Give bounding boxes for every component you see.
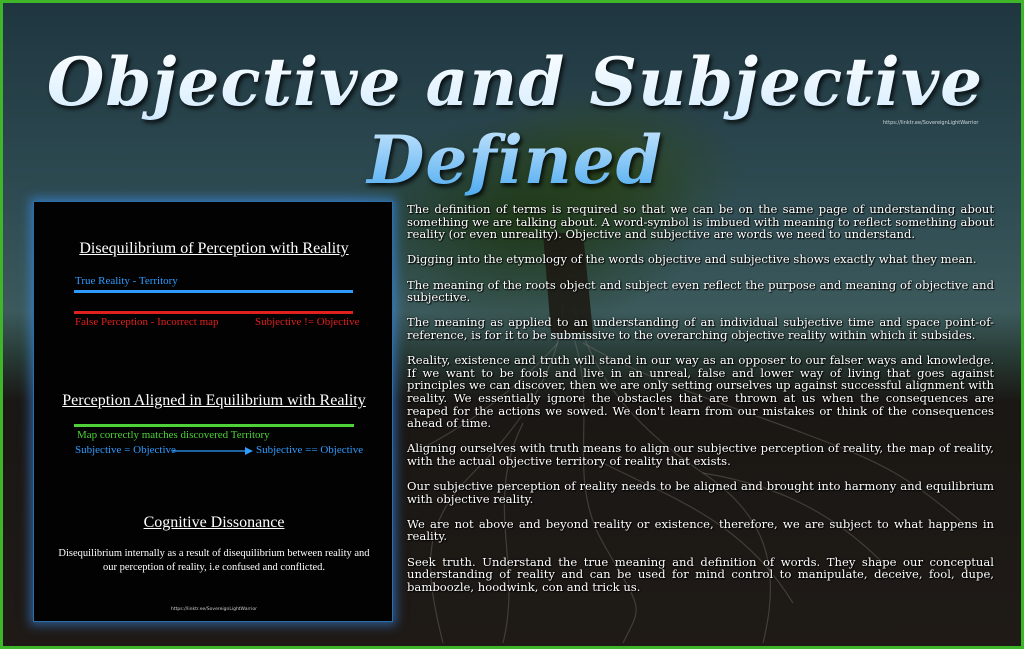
heading-disequilibrium: Disequilibrium of Perception with Reality xyxy=(79,240,349,257)
credit-url-top: https://linktr.ee/SovereignLightWarrior xyxy=(883,120,979,126)
article-text xyxy=(407,203,994,606)
paragraph: The meaning as applied to an understanding of an individual subjective time and space point-of-reference, is for it to be submissive to the overarching objective reality within which it subsides. xyxy=(407,315,994,342)
paragraph: The definition of terms is required so that we can be on the same page of understanding about something we are talking about. A word-symbol is imbued with meaning to reflect something about reality (or even unreality). Objective and subjective are words we need to understand. xyxy=(407,202,994,242)
subjective-neq-label: Subjective != Objective xyxy=(255,316,360,328)
true-reality-label: True Reality - Territory xyxy=(75,275,178,287)
heading-equilibrium: Perception Aligned in Equilibrium with Reality xyxy=(62,392,366,409)
diagram-panel xyxy=(33,201,393,622)
arrow-right-icon xyxy=(173,447,253,455)
paragraph: Reality, existence and truth will stand in our way as an opposer to our falser ways and knowledge. If we want to be fools and live in an unreal, false and lower way of living that goes against principles we can discover, then we are only setting ourselves up against successful alignment with reality. We essentially ignore the obstacles that are thrown at us when the consequences are reaped for the actions we sowed. We don't learn from our mistakes or think of the consequences ahead of time. xyxy=(407,353,994,431)
map-aligned-bar xyxy=(74,424,354,427)
paragraph: Aligning ourselves with truth means to align our subjective perception of reality, the map of reality, with the actual objective territory of reality that exists. xyxy=(407,441,994,468)
map-matches-label: Map correctly matches discovered Territory xyxy=(77,429,270,441)
subjective-eq-label: Subjective = Objective xyxy=(75,444,176,456)
cognitive-dissonance-description: Disequilibrium internally as a result of disequilibrium between reality and our perception of reality, i.e confused and conflicted. xyxy=(58,548,370,573)
page-title: Objective and Subjective Defined xyxy=(3,43,1024,199)
paragraph: Seek truth. Understand the true meaning and definition of words. They shape our conceptual understanding of reality and can be used for mind control to manipulate, deceive, fool, dupe, bamboozle, hoodwink, con and trick us. xyxy=(407,554,994,594)
false-perception-label: False Perception - Incorrect map xyxy=(75,316,219,328)
false-perception-bar xyxy=(74,311,353,314)
paragraph: We are not above and beyond reality or existence, therefore, we are subject to what happens in reality. xyxy=(407,516,994,544)
paragraph: Our subjective perception of reality needs to be aligned and brought into harmony and equilibrium with objective reality. xyxy=(407,479,994,506)
paragraph: The meaning of the roots object and subject even reflect the purpose and meaning of objective and subjective. xyxy=(407,277,994,305)
credit-url-panel: https://linktr.ee/SovereignLightWarrior xyxy=(171,607,257,612)
true-reality-bar xyxy=(74,290,353,293)
heading-cognitive-dissonance: Cognitive Dissonance xyxy=(143,514,285,531)
subjective-eqeq-label: Subjective == Objective xyxy=(256,444,364,456)
paragraph: Digging into the etymology of the words objective and subjective shows exactly what they mean. xyxy=(407,252,977,267)
